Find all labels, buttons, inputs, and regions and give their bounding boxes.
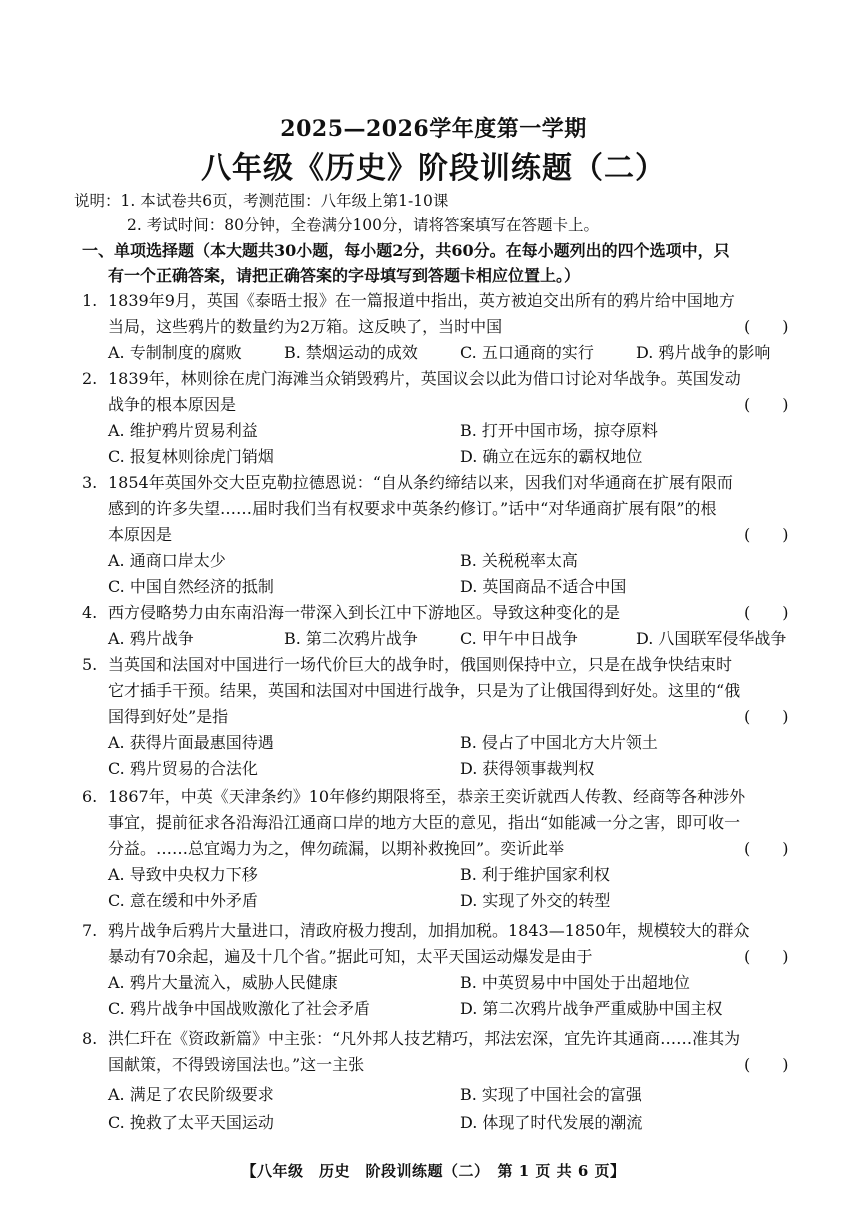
- option-b: B. 实现了中国社会的富强: [460, 1085, 642, 1104]
- question-line: 当局，这些鸦片的数量约为2万箱。这反映了，当时中国: [108, 317, 503, 336]
- question-line: 1867年，中英《天津条约》10年修约期限将至，恭亲王奕䜣就西人传教、经商等各种涉外: [108, 787, 746, 806]
- answer-blank: ( ): [744, 395, 789, 414]
- question-number: 8.: [82, 1029, 98, 1048]
- section-heading-line-2: 有一个正确答案，请把正确答案的字母填写到答题卡相应位置上。）: [108, 266, 581, 285]
- option-c: C. 鸦片贸易的合法化: [108, 759, 258, 778]
- option-a: A. 鸦片战争: [108, 629, 194, 648]
- question-line: 战争的根本原因是: [108, 395, 237, 414]
- instructions-line-2: 2. 考试时间：80分钟，全卷满分100分，请将答案填写在答题卡上。: [127, 216, 600, 234]
- option-a: A. 维护鸦片贸易利益: [108, 421, 258, 440]
- answer-blank: ( ): [744, 1055, 789, 1074]
- option-c: C. 五口通商的实行: [460, 343, 594, 362]
- question-number: 6.: [82, 787, 98, 806]
- option-c: C. 挽救了太平天国运动: [108, 1113, 274, 1132]
- question-line: 本原因是: [108, 525, 173, 544]
- option-b: B. 第二次鸦片战争: [284, 629, 418, 648]
- option-a: A. 满足了农民阶级要求: [108, 1085, 274, 1104]
- option-a: A. 专制制度的腐败: [108, 343, 242, 362]
- question-line: 事宜，提前征求各沿海沿江通商口岸的地方大臣的意见，指出“如能减一分之害，即可收一: [108, 813, 741, 832]
- question-number: 5.: [82, 655, 98, 674]
- question-line: 国献策，不得毁谤国法也。”这一主张: [108, 1055, 365, 1074]
- option-b: B. 关税税率太高: [460, 551, 578, 570]
- option-d: D. 英国商品不适合中国: [460, 577, 627, 596]
- option-d: D. 确立在远东的霸权地位: [460, 447, 643, 466]
- question-line: 它才插手干预。结果，英国和法国对中国进行战争，只是为了让俄国得到好处。这里的“俄: [108, 681, 741, 700]
- option-d: D. 实现了外交的转型: [460, 891, 611, 910]
- question-line: 1854年英国外交大臣克勒拉德恩说：“自从条约缔结以来，因我们对华通商在扩展有限而: [108, 473, 733, 492]
- question-number: 4.: [82, 603, 98, 622]
- option-c: C. 意在缓和中外矛盾: [108, 891, 258, 910]
- option-b: B. 侵占了中国北方大片领土: [460, 733, 658, 752]
- exam-main-title: 八年级《历史》阶段训练题（二）: [201, 151, 666, 186]
- question-line: 分益。……总宜竭力为之，俾勿疏漏，以期补救挽回”。奕䜣此举: [108, 839, 565, 858]
- option-b: B. 中英贸易中中国处于出超地位: [460, 973, 690, 992]
- option-b: B. 利于维护国家利权: [460, 865, 610, 884]
- page-footer: 【八年级 历史 阶段训练题（二） 第 1 页 共 6 页】: [241, 1162, 626, 1180]
- option-c: C. 甲午中日战争: [460, 629, 578, 648]
- option-b: B. 打开中国市场，掠夺原料: [460, 421, 658, 440]
- option-a: A. 鸦片大量流入，威胁人民健康: [108, 973, 338, 992]
- option-c: C. 报复林则徐虎门销烟: [108, 447, 274, 466]
- question-line: 当英国和法国对中国进行一场代价巨大的战争时，俄国则保持中立，只是在战争快结束时: [108, 655, 733, 674]
- option-d: D. 第二次鸦片战争严重威胁中国主权: [460, 999, 723, 1018]
- question-number: 2.: [82, 369, 98, 388]
- option-b: B. 禁烟运动的成效: [284, 343, 418, 362]
- option-a: A. 通商口岸太少: [108, 551, 226, 570]
- section-heading-line-1: 一、单项选择题（本大题共30小题，每小题2分，共60分。在每小题列出的四个选项中，只: [82, 241, 730, 260]
- option-c: C. 鸦片战争中国战败激化了社会矛盾: [108, 999, 370, 1018]
- answer-blank: ( ): [744, 839, 789, 858]
- question-line: 1839年，林则徐在虎门海滩当众销毁鸦片，英国议会以此为借口讨论对华战争。英国发动: [108, 369, 741, 388]
- option-a: A. 导致中央权力下移: [108, 865, 258, 884]
- question-line: 西方侵略势力由东南沿海一带深入到长江中下游地区。导致这种变化的是: [108, 603, 621, 622]
- question-line: 暴动有70余起，遍及十几个省。”据此可知，太平天国运动爆发是由于: [108, 947, 593, 966]
- option-c: C. 中国自然经济的抵制: [108, 577, 274, 596]
- question-line: 鸦片战争后鸦片大量进口，清政府极力搜刮，加捐加税。1843—1850年，规模较大的群众: [108, 921, 750, 940]
- question-line: 1839年9月，英国《泰晤士报》在一篇报道中指出，英方被迫交出所有的鸦片给中国地方: [108, 291, 735, 310]
- question-number: 1.: [82, 291, 98, 310]
- answer-blank: ( ): [744, 603, 789, 622]
- option-d: D. 获得领事裁判权: [460, 759, 595, 778]
- question-number: 7.: [82, 921, 98, 940]
- instructions-line-1: 说明：1. 本试卷共6页，考测范围：八年级上第1-10课: [74, 192, 449, 210]
- question-line: 洪仁玕在《资政新篇》中主张：“凡外邦人技艺精巧，邦法宏深，宜先许其通商……准其为: [108, 1029, 741, 1048]
- option-d: D. 体现了时代发展的潮流: [460, 1113, 643, 1132]
- option-d: D. 鸦片战争的影响: [636, 343, 771, 362]
- option-d: D. 八国联军侵华战争: [636, 629, 787, 648]
- question-line: 国得到好处”是指: [108, 707, 229, 726]
- answer-blank: ( ): [744, 707, 789, 726]
- answer-blank: ( ): [744, 525, 789, 544]
- option-a: A. 获得片面最惠国待遇: [108, 733, 274, 752]
- question-line: 感到的许多失望……届时我们当有权要求中英条约修订。”话中“对华通商扩展有限”的根: [108, 499, 717, 518]
- question-number: 3.: [82, 473, 98, 492]
- answer-blank: ( ): [744, 317, 789, 336]
- exam-year-title: 2025—2026学年度第一学期: [280, 116, 587, 142]
- answer-blank: ( ): [744, 947, 789, 966]
